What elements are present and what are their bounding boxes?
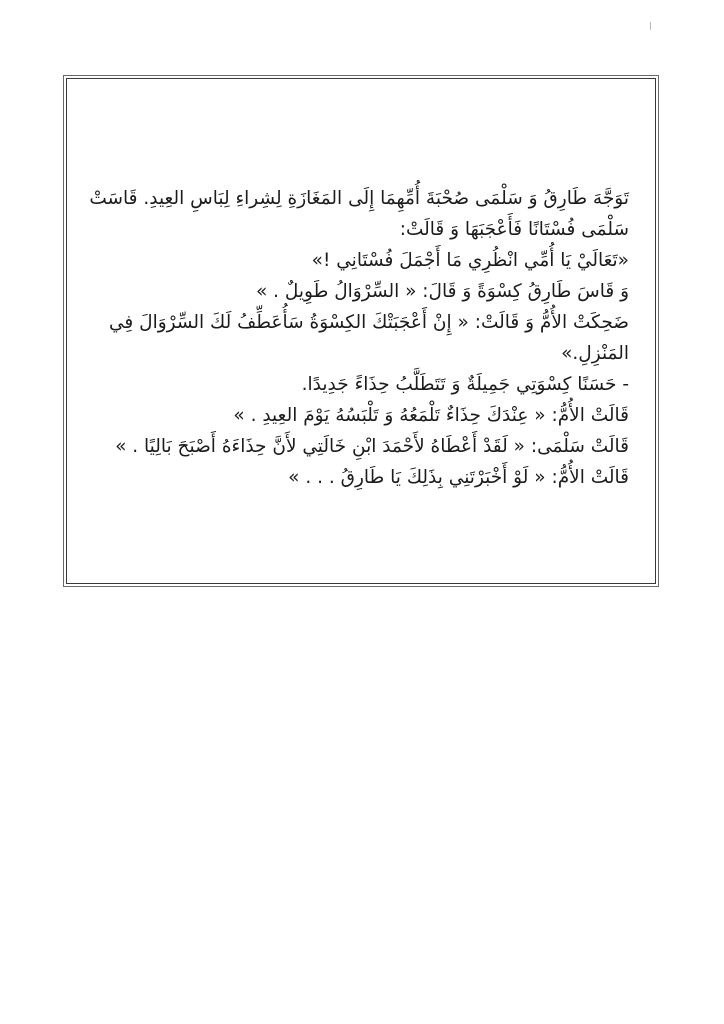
story-line: وَ قَاسَ طَارِقُ كِسْوَةً وَ قَالَ: « السِّرْوَالُ طَوِيلٌ . » (255, 281, 629, 302)
story-line: - حَسَنًا كِسْوَتِي جَمِيلَةٌ وَ تَتَطَلَّبُ حِذَاءً جَدِيدًا. (301, 374, 629, 395)
story-line: «تَعَالَيْ يَا أُمِّي انْظُرِي مَا أَجْمَلَ فُسْتَانِي !» (311, 250, 629, 271)
story-line: ضَحِكَتْ الأُمُّ وَ قَالَتْ: « إِنْ أَعْجَبَتْكَ الكِسْوَةُ سَأُعَطِّفُ لَكَ السِّرْوَالَ فِي (109, 312, 629, 333)
story-frame (66, 78, 656, 584)
story-line: قَالَتْ الأُمُّ: « عِنْدَكَ حِذَاءٌ تَلْمَعُهُ وَ تَلْبَسُهُ يَوْمَ العِيدِ . » (233, 405, 629, 426)
story-line: قَالَتْ سَلْمَى: « لَقَدْ أَعْطَاهُ لأَحْمَدَ ابْنِ خَالَتِي لأَنَّ حِذَاءَهُ أَصْبَحَ بَالِيًا . » (115, 436, 629, 457)
story-line: قَالَتْ الأُمُّ: « لَوْ أَخْبَرْتَنِي بِذَلِكَ يَا طَارِقُ . . . » (288, 467, 629, 488)
story-text (79, 183, 629, 493)
story-line: المَنْزِلِ.» (561, 343, 629, 364)
story-line: سَلْمَى فُسْتَانًا فَأَعْجَبَهَا وَ قَالَتْ: (399, 219, 629, 240)
story-line: تَوَجَّهَ طَارِقُ وَ سَلْمَى صُحْبَةَ أُمِّهِمَا إِلَى المَغَازَةِ لِشِراءِ لِبَاسِ العِيدِ. قَاسَتْ (89, 188, 629, 209)
scan-speck (650, 22, 651, 30)
